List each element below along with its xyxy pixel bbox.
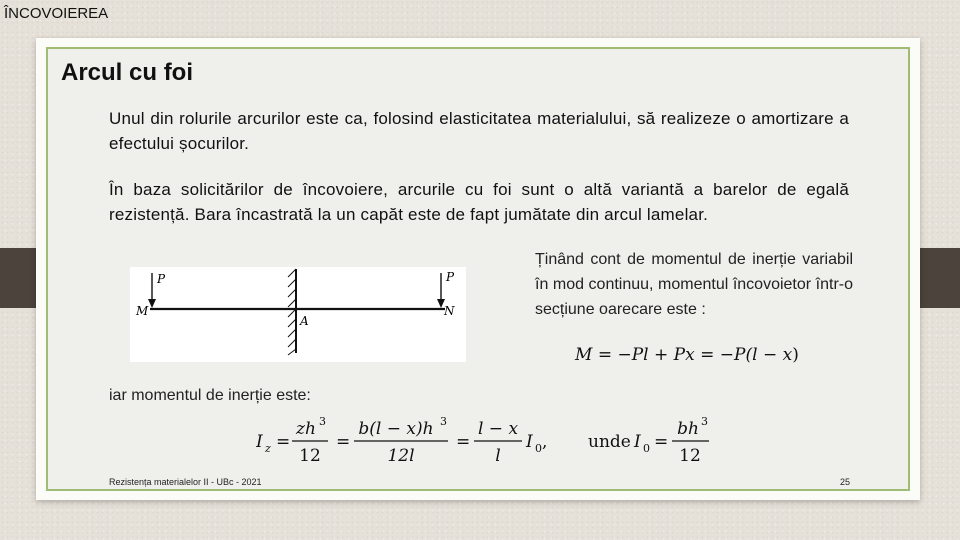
beam-diagram-svg bbox=[130, 267, 466, 362]
paragraph-shock: Unul din rolurile arcurilor este ca, folosind elasticitatea materialului, să realizeze o amortizare a efectului șocurilor. bbox=[109, 109, 849, 153]
f3-numerator: l − x bbox=[477, 419, 519, 439]
i0-formula bbox=[588, 409, 718, 469]
moment-explanation: Ținând cont de momentul de inerție variabil în mod continuu, momentul încovoietor într-o secțiune oarecare este : bbox=[535, 251, 853, 318]
f2-denominator: 12l bbox=[387, 446, 415, 466]
i0-formula-svg bbox=[588, 409, 718, 469]
i0-numerator: bh bbox=[677, 419, 699, 439]
load-left-label: P bbox=[157, 272, 166, 286]
inertia-formula-svg bbox=[256, 409, 556, 469]
i0-denominator: 12 bbox=[679, 446, 701, 466]
wall-hatching bbox=[288, 269, 296, 355]
eq-unde: = bbox=[654, 432, 669, 452]
comma: , bbox=[542, 432, 548, 452]
presentation-title: ÎNCOVOIEREA bbox=[4, 5, 109, 22]
footer-course: Rezistența materialelor II - UBc - 2021 bbox=[109, 477, 262, 487]
i0-lhs-sub: 0 bbox=[643, 442, 650, 455]
slide-frame bbox=[36, 38, 920, 500]
unde-word: unde bbox=[588, 432, 631, 452]
i0-sub: 0 bbox=[535, 442, 542, 455]
page-number: 25 bbox=[840, 477, 851, 487]
f1-denominator: 12 bbox=[299, 446, 321, 466]
f3-denominator: l bbox=[495, 446, 501, 466]
point-n-label: N bbox=[444, 304, 455, 318]
inertia-label: iar momentul de inerție este: bbox=[109, 387, 311, 404]
eq-1: = bbox=[276, 432, 291, 452]
f2-exp: 3 bbox=[440, 415, 447, 428]
slide-title: Arcul cu foi bbox=[61, 59, 194, 86]
left-arrow-head bbox=[148, 299, 156, 308]
f1-exp: 3 bbox=[319, 415, 326, 428]
iz-sub: z bbox=[265, 442, 271, 455]
i0-exp: 3 bbox=[701, 415, 708, 428]
inertia-formula bbox=[256, 409, 556, 469]
i0-lhs: I bbox=[634, 432, 641, 452]
beam-diagram bbox=[130, 267, 466, 362]
paragraph-equal-strength: În baza solicitărilor de încovoiere, arcurile cu foi sunt o altă variantă a barelor de egală rezistență. Bara încastrată la un capăt este de fapt jumătate din arcul lamelar. bbox=[109, 180, 849, 224]
point-a-label: A bbox=[300, 314, 309, 328]
bending-moment-formula: M = −Pl + Px = −P(l − x) bbox=[575, 345, 799, 365]
i0-symbol: I bbox=[526, 432, 533, 452]
slide-content bbox=[46, 47, 910, 491]
eq-3: = bbox=[456, 432, 471, 452]
point-m-label: M bbox=[136, 304, 149, 318]
eq-2: = bbox=[336, 432, 351, 452]
f1-numerator: zh bbox=[296, 419, 316, 439]
iz-symbol: I bbox=[256, 432, 263, 452]
f2-numerator: b(l − x)h bbox=[358, 419, 434, 439]
load-right-label: P bbox=[446, 270, 455, 284]
